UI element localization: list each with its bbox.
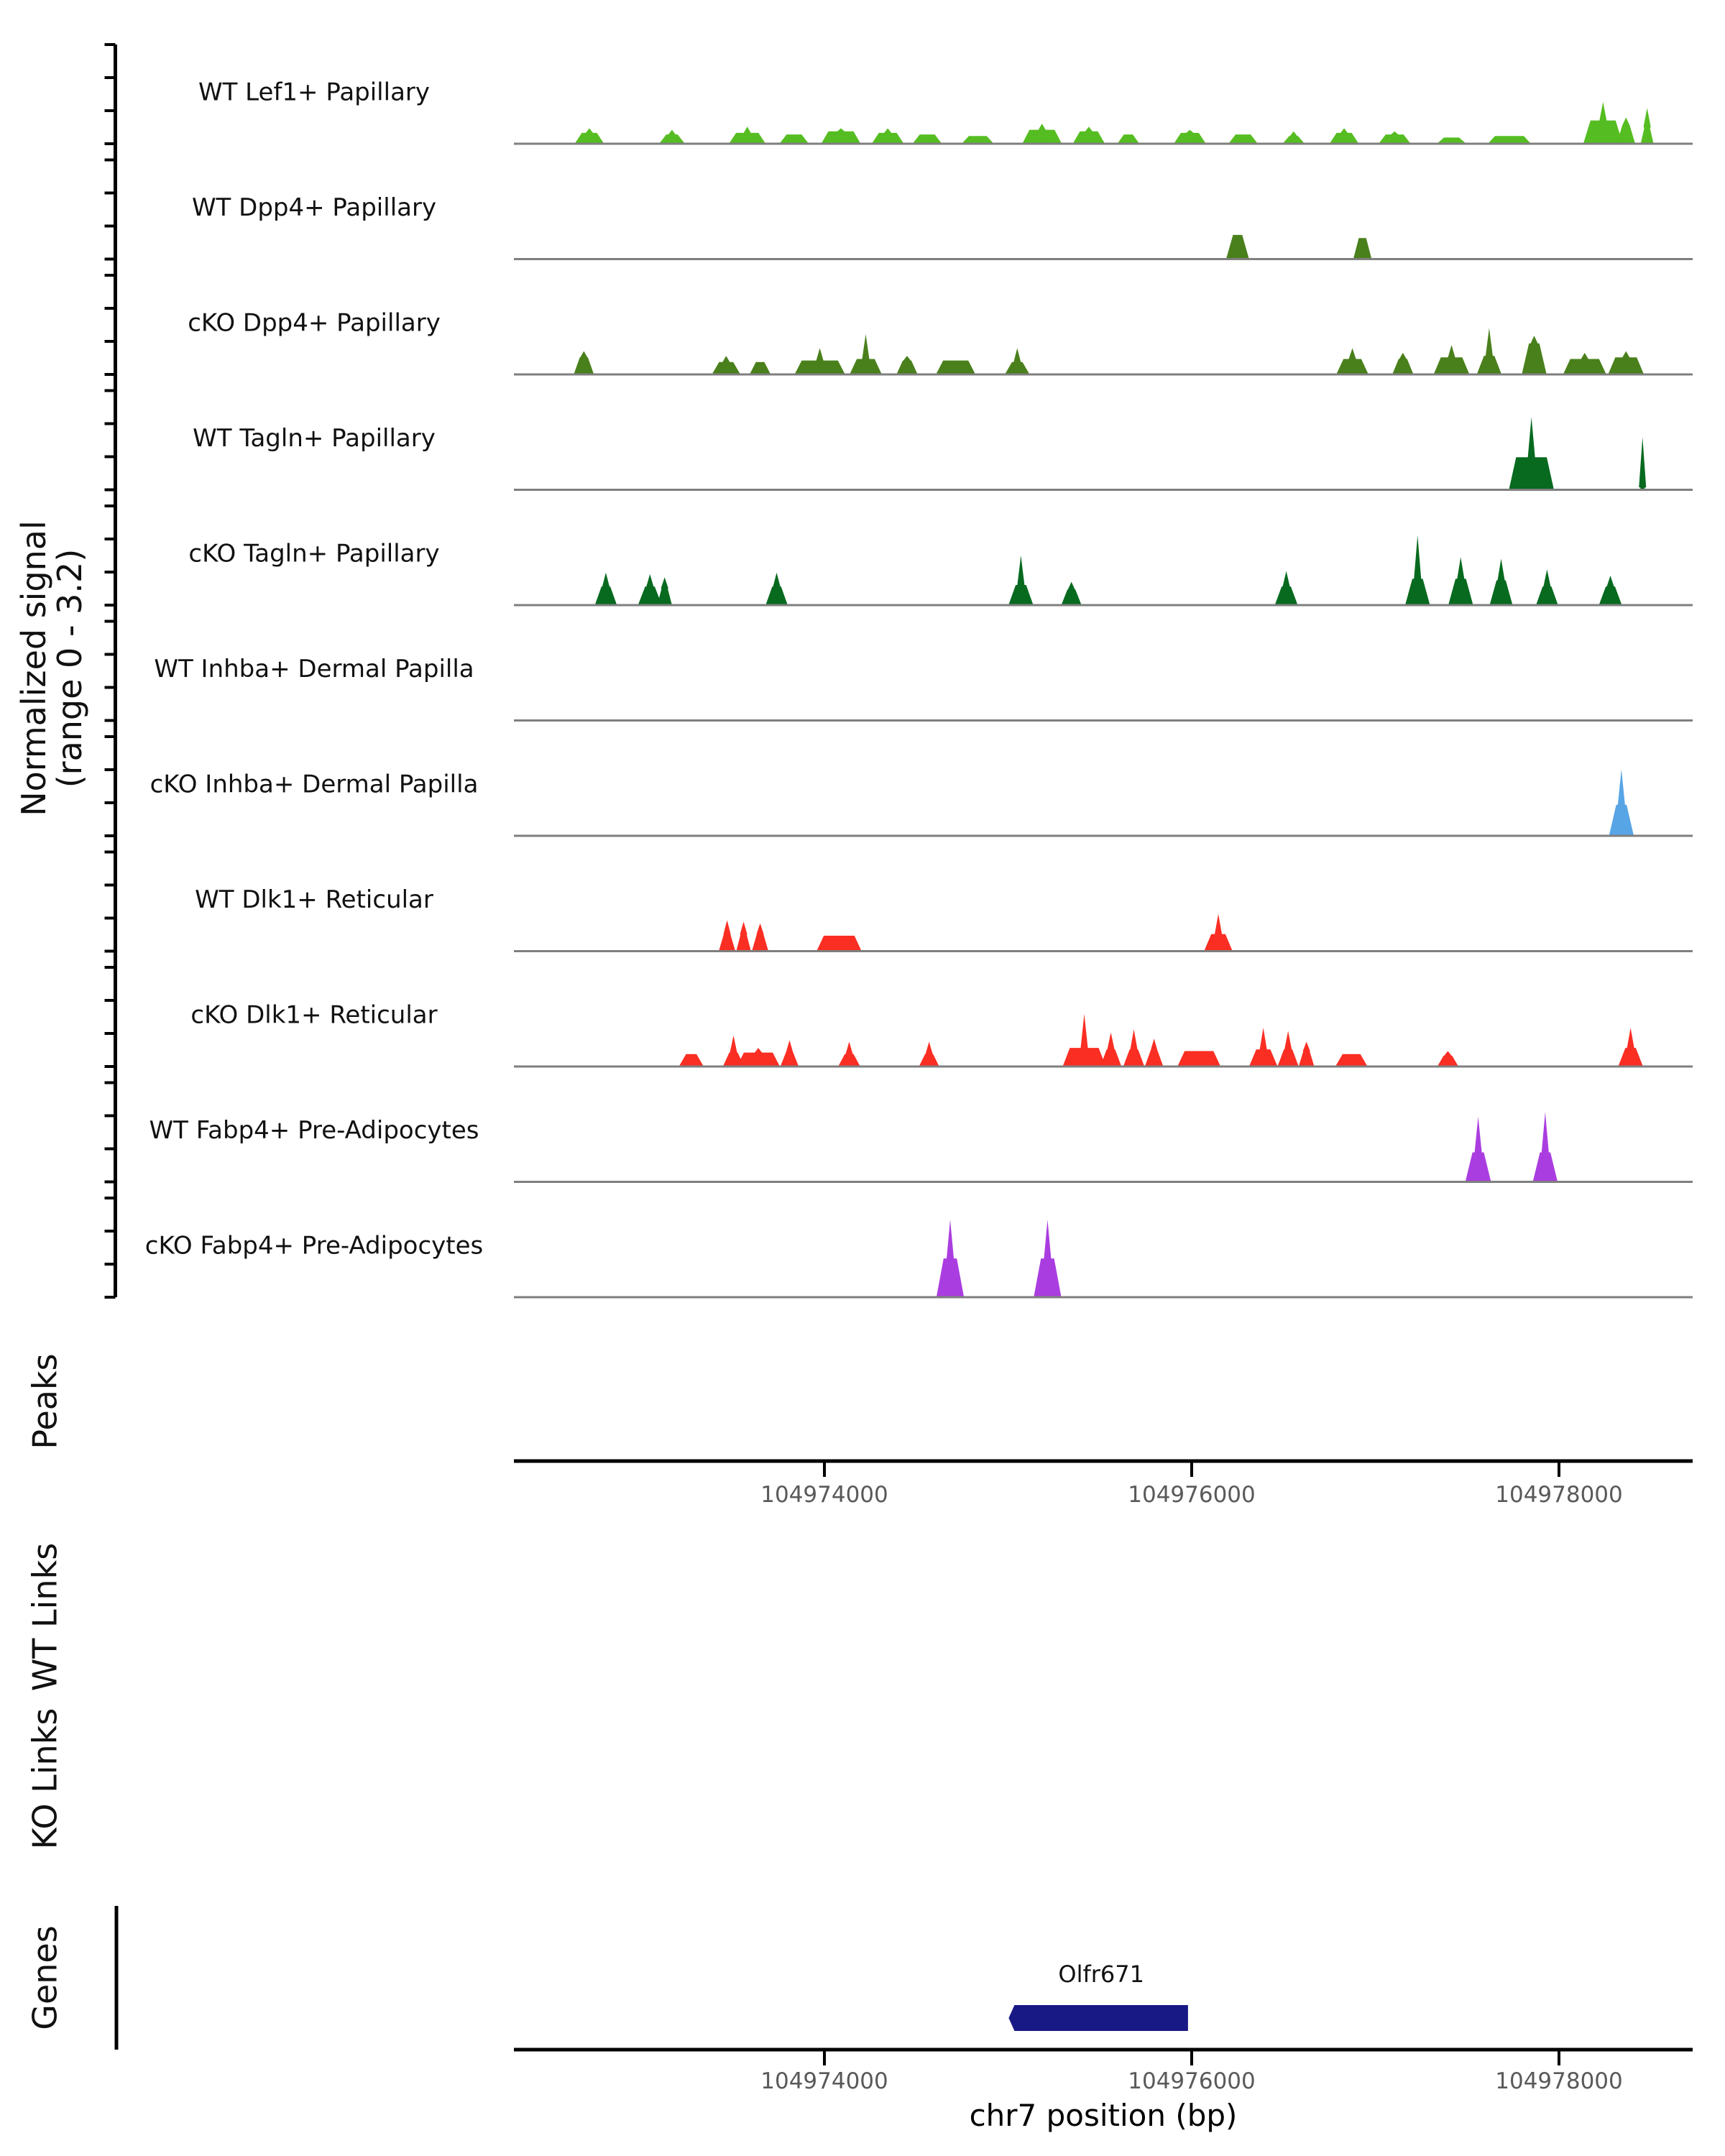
track-label: WT Dpp4+ Papillary — [191, 193, 437, 222]
signal-peak — [913, 134, 942, 144]
signal-peak — [1488, 136, 1531, 144]
track-label: WT Inhba+ Dermal Papilla — [154, 655, 474, 683]
signal-peak — [962, 136, 994, 144]
signal-peak — [1118, 134, 1140, 144]
x-axis-title: chr7 position (bp) — [969, 2098, 1238, 2133]
peaks-x-tick-label: 104974000 — [760, 1482, 888, 1508]
signal-peak — [816, 936, 862, 952]
track-label: cKO Tagln+ Papillary — [188, 539, 440, 568]
signal-peak — [1177, 1051, 1220, 1067]
track-label: WT Fabp4+ Pre-Adipocytes — [149, 1116, 479, 1145]
signal-peak — [779, 134, 809, 144]
track-label: WT Dlk1+ Reticular — [195, 885, 433, 914]
signal-peak — [1226, 235, 1249, 259]
signal-peak — [1353, 238, 1372, 259]
peaks-x-tick-label: 104978000 — [1495, 1482, 1623, 1508]
signal-peak — [750, 362, 770, 374]
genome-x-tick-label: 104978000 — [1495, 2068, 1623, 2094]
signal-peak — [1228, 134, 1258, 144]
signal-peak — [1335, 1054, 1368, 1067]
track-label: cKO Dlk1+ Reticular — [190, 1000, 438, 1030]
section-label-peaks: Peaks — [25, 1353, 65, 1450]
track-label: cKO Inhba+ Dermal Papilla — [150, 770, 479, 799]
track-label: cKO Dpp4+ Papillary — [188, 308, 441, 338]
y-axis-label-line2: (range 0 - 3.2) — [50, 548, 89, 788]
track-label: WT Tagln+ Papillary — [193, 424, 436, 453]
section-label-genes: Genes — [25, 1925, 65, 2030]
peaks-x-tick-label: 104976000 — [1128, 1482, 1256, 1508]
section-label-ko-links: KO Links — [25, 1708, 65, 1850]
gene-body — [1008, 2005, 1187, 2031]
genome-x-tick-label: 104976000 — [1128, 2068, 1256, 2094]
track-label: WT Lef1+ Papillary — [198, 78, 431, 107]
gene-label: Olfr671 — [1058, 1961, 1144, 1988]
y-axis-label-line1: Normalized signal — [14, 520, 53, 816]
genome-x-tick-label: 104974000 — [760, 2068, 888, 2094]
signal-peak — [679, 1054, 704, 1067]
track-label: cKO Fabp4+ Pre-Adipocytes — [144, 1231, 484, 1261]
signal-peak-spike — [1639, 437, 1646, 489]
section-label-wt-links: WT Links — [25, 1542, 65, 1692]
signal-peak — [936, 361, 975, 374]
